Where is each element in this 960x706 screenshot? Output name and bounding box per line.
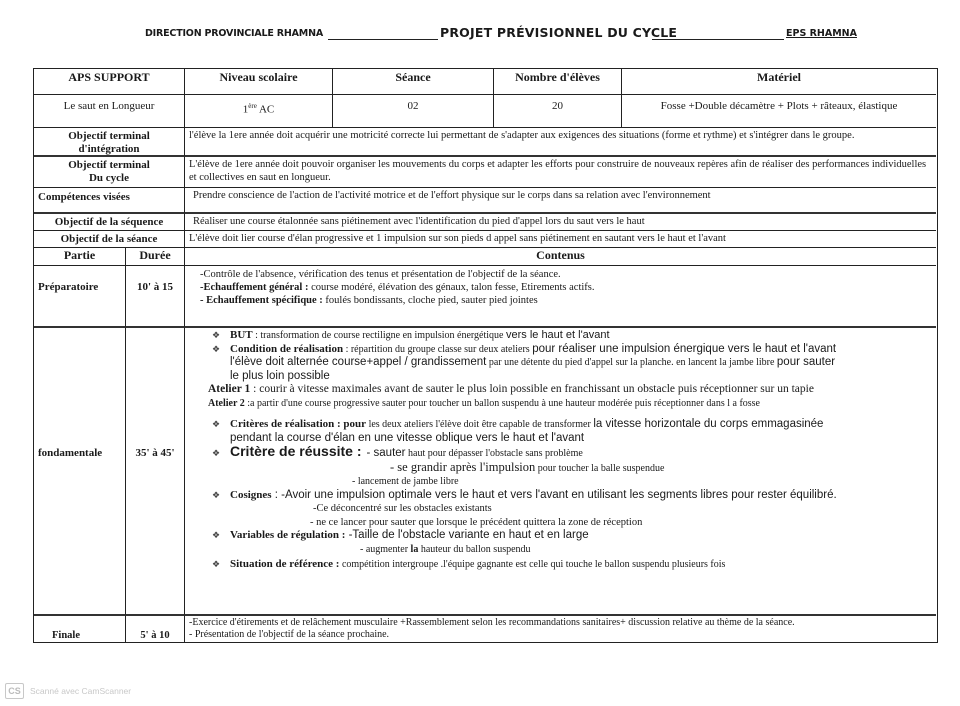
watermark-text: Scanné avec CamScanner bbox=[30, 686, 132, 696]
variables-item bbox=[212, 543, 936, 557]
value-niveau: 1ère AC bbox=[185, 95, 333, 128]
bullet-text: - augmenter bbox=[360, 543, 411, 555]
header-direction: DIRECTION PROVINCIALE RHAMNA bbox=[145, 28, 323, 39]
content-text: -Contrôle de l'absence, vérification des tenus et présentation de l'objectif de la séance. bbox=[200, 269, 561, 280]
bullet-label: Condition de réalisation bbox=[230, 342, 344, 355]
label-competences: Compétences visées bbox=[34, 188, 185, 214]
reussite-item-3 bbox=[212, 475, 936, 489]
col-header-nombre: Nombre d'élèves bbox=[494, 69, 622, 95]
header-underline-left bbox=[328, 39, 438, 40]
label-objectif-sequence: Objectif de la séquence bbox=[34, 214, 185, 231]
phase-preparatoire-duree: 10' à 15 bbox=[126, 266, 185, 328]
bullet-text-sans: vers le haut et l'avant bbox=[505, 329, 610, 341]
bullet-label: Variables de régulation : bbox=[230, 529, 346, 541]
content-text: course modéré, élévation des génaux, talon fesse, Etirements actifs. bbox=[308, 282, 595, 293]
bullet-bold: la bbox=[410, 543, 419, 555]
label-objectif-seance: Objectif de la séance bbox=[34, 231, 185, 248]
bullet-criteres-realisation bbox=[212, 418, 936, 432]
value-seance: 02 bbox=[333, 95, 494, 128]
reussite-item-2 bbox=[212, 461, 936, 476]
diamond-bullet-icon: ❖ bbox=[212, 419, 221, 429]
bullet-text: par une détente du pied d'appel sur la planche. en lancent la jambe libre bbox=[486, 357, 777, 368]
phase-preparatoire-content bbox=[185, 266, 936, 328]
bullet-label: Cosignes bbox=[230, 488, 272, 501]
value-aps: Le saut en Longueur bbox=[34, 95, 185, 128]
bullet-text: -Ce déconcentré sur les obstacles existants bbox=[313, 503, 492, 514]
label-line: Objectif terminal bbox=[68, 159, 150, 171]
value-nombre: 20 bbox=[494, 95, 622, 128]
col-header-niveau: Niveau scolaire bbox=[185, 69, 333, 95]
condition-line-2 bbox=[212, 356, 936, 370]
content-bold: - Echauffement spécifique : bbox=[200, 295, 323, 306]
atelier-label: Atelier 2 bbox=[208, 397, 245, 409]
bullet-label: Critère de réussite : bbox=[230, 443, 362, 459]
label-objectif-integration bbox=[34, 128, 185, 157]
bullet-text-sans: le plus loin possible bbox=[230, 369, 330, 382]
bullet-text: pour toucher la balle suspendue bbox=[535, 462, 665, 474]
diamond-bullet-icon: ❖ bbox=[212, 343, 221, 354]
document-title: PROJET PRÉVISIONNEL DU CYCLE bbox=[440, 25, 678, 40]
phase-fondamentale-duree: 35' à 45' bbox=[126, 328, 185, 616]
diamond-bullet-icon: ❖ bbox=[212, 489, 221, 500]
bullet-text: haut pour dépasser l'obstacle sans problème bbox=[405, 448, 583, 459]
consignes-item-1 bbox=[212, 502, 936, 516]
label-objectif-cycle bbox=[34, 157, 185, 188]
content-line: -Exercice d'étirements et de relâchement musculaire +Rassemblement selon les recommandations sanitaires+ discussion relative au thème de la séance. bbox=[189, 617, 795, 628]
diamond-bullet-icon: ❖ bbox=[212, 559, 221, 569]
phase-preparatoire-label: Préparatoire bbox=[34, 266, 126, 328]
bullet-text-large: - se grandir après l'impulsion bbox=[390, 459, 536, 474]
bullet-text: : transformation de course rectiligne en impulsion énergétique bbox=[252, 330, 506, 341]
bullet-text: les deux ateliers l'élève doit être capable de transformer bbox=[366, 419, 594, 430]
bullet-text-sans: : -Avoir une impulsion optimale vers le haut et vers l'avant en utilisant les segments libres pour rester équilibré. bbox=[271, 488, 837, 501]
phase-finale-label: Finale bbox=[34, 616, 126, 642]
col-header-partie: Partie bbox=[34, 248, 126, 266]
bullet-text-sans: -Taille de l'obstacle variante en haut et en large bbox=[345, 529, 589, 541]
consignes-item-2 bbox=[212, 516, 936, 530]
diamond-bullet-icon: ❖ bbox=[212, 330, 221, 340]
col-header-aps: APS SUPPORT bbox=[34, 69, 185, 95]
col-header-materiel: Matériel bbox=[622, 69, 936, 95]
content-line bbox=[200, 268, 936, 281]
bullet-consignes bbox=[212, 489, 936, 503]
atelier-1 bbox=[208, 383, 936, 397]
camscanner-watermark bbox=[5, 683, 131, 699]
content-line bbox=[200, 281, 936, 294]
phase-fondamentale-content bbox=[185, 328, 936, 616]
atelier-2 bbox=[208, 397, 936, 411]
label-line: Du cycle bbox=[88, 172, 129, 184]
bullet-text: compétition intergroupe .l'équipe gagnante est celle qui touche le ballon suspendu plusieurs fois bbox=[339, 559, 726, 570]
bullet-critere-reussite bbox=[212, 445, 936, 461]
bullet-text-sans: la vitesse horizontale du corps emmagasinée bbox=[593, 418, 824, 430]
cycle-plan-table bbox=[33, 68, 938, 643]
phase-fondamentale-label: fondamentale bbox=[34, 328, 126, 616]
col-header-contenus: Contenus bbox=[185, 248, 936, 266]
bullet-text: - ne ce lancer pour sauter que lorsque le précédent quittera la zone de réception bbox=[310, 516, 643, 528]
content-bold: -Echauffement général : bbox=[200, 282, 309, 293]
bullet-situation bbox=[212, 558, 936, 572]
bullet-text-sans: - sauter bbox=[366, 447, 406, 459]
bullet-text-sans: pendant la course d'élan en une vitesse oblique vers le haut et l'avant bbox=[230, 431, 585, 444]
text-objectif-seance: L'élève doit lier course d'élan progressive et 1 impulsion sur son pieds d appel sans piétinement en sautant vers le haut et l'avant bbox=[185, 231, 936, 248]
condition-line-3 bbox=[212, 370, 936, 384]
text-objectif-sequence: Réaliser une course étalonnée sans piétinement avec l'identification du pied d'appel lors du saut vers le haut bbox=[185, 214, 936, 231]
text-objectif-cycle: L'élève de 1ere année doit pouvoir organiser les mouvements du corps et adapter les efforts pour construire de nouveaux repères afin de réaliser des performances individuelles et collectives en saut en longueur. bbox=[185, 157, 936, 188]
bullet-text-sans: pour sauter bbox=[776, 356, 836, 368]
document-header bbox=[0, 25, 960, 45]
phase-finale-content bbox=[185, 616, 936, 642]
label-line: Objectif terminal bbox=[68, 130, 150, 142]
camscanner-logo-icon: CS bbox=[5, 683, 24, 699]
atelier-label: Atelier 1 bbox=[208, 383, 251, 395]
text-competences: Prendre conscience de l'action de l'activité motrice et de l'effort physique sur le corps dans sa relation avec l'environnement bbox=[185, 188, 936, 214]
bullet-text-sans: pour réaliser une impulsion énergique vers le haut et l'avant bbox=[532, 342, 837, 355]
content-line: - Présentation de l'objectif de la séance prochaine. bbox=[189, 629, 390, 640]
value-materiel: Fosse +Double décamètre + Plots + râteaux, élastique bbox=[622, 95, 936, 128]
text-objectif-integration: l'élève la 1ere année doit acquérir une motricité correcte lui permettant de s'adapter aux exigences des situations (forme et rythme) et s'intégrer dans le groupe. bbox=[185, 128, 936, 157]
phase-finale-duree: 5' à 10 bbox=[126, 616, 185, 642]
atelier-text: : courir à vitesse maximales avant de sauter le plus loin possible en franchissant un obstacle puis réceptionner sur un tapie bbox=[250, 383, 814, 395]
bullet-variables bbox=[212, 529, 936, 543]
label-line: d'intégration bbox=[78, 143, 140, 155]
bullet-text: - lancement de jambe libre bbox=[352, 476, 459, 487]
bullet-text: : répartition du groupe classe sur deux ateliers bbox=[343, 343, 533, 355]
bullet-label: Situation de référence : bbox=[230, 558, 340, 570]
atelier-text: :a partir d'une course progressive sauter pour toucher un ballon suspendu à une hauteur modérée puis réceptionner dans l a fosse bbox=[244, 397, 760, 409]
bullet-condition bbox=[212, 343, 936, 357]
bullet-text: hauteur du ballon suspendu bbox=[418, 543, 531, 555]
content-line bbox=[200, 294, 936, 307]
bullet-label: BUT bbox=[230, 329, 253, 341]
col-header-seance: Séance bbox=[333, 69, 494, 95]
header-eps: EPS RHAMNA bbox=[786, 28, 857, 39]
col-header-duree: Durée bbox=[126, 248, 185, 266]
bullet-but bbox=[212, 329, 936, 343]
bullet-text-sans: l'élève doit alternée course+appel / grandissement bbox=[230, 356, 487, 368]
bullet-label: Critères de réalisation : pour bbox=[230, 418, 367, 430]
content-text: foulés bondissants, cloche pied, sauter pied jointes bbox=[322, 295, 538, 306]
diamond-bullet-icon: ❖ bbox=[212, 530, 221, 540]
header-underline-right bbox=[652, 39, 784, 40]
diamond-bullet-icon: ❖ bbox=[212, 448, 221, 458]
